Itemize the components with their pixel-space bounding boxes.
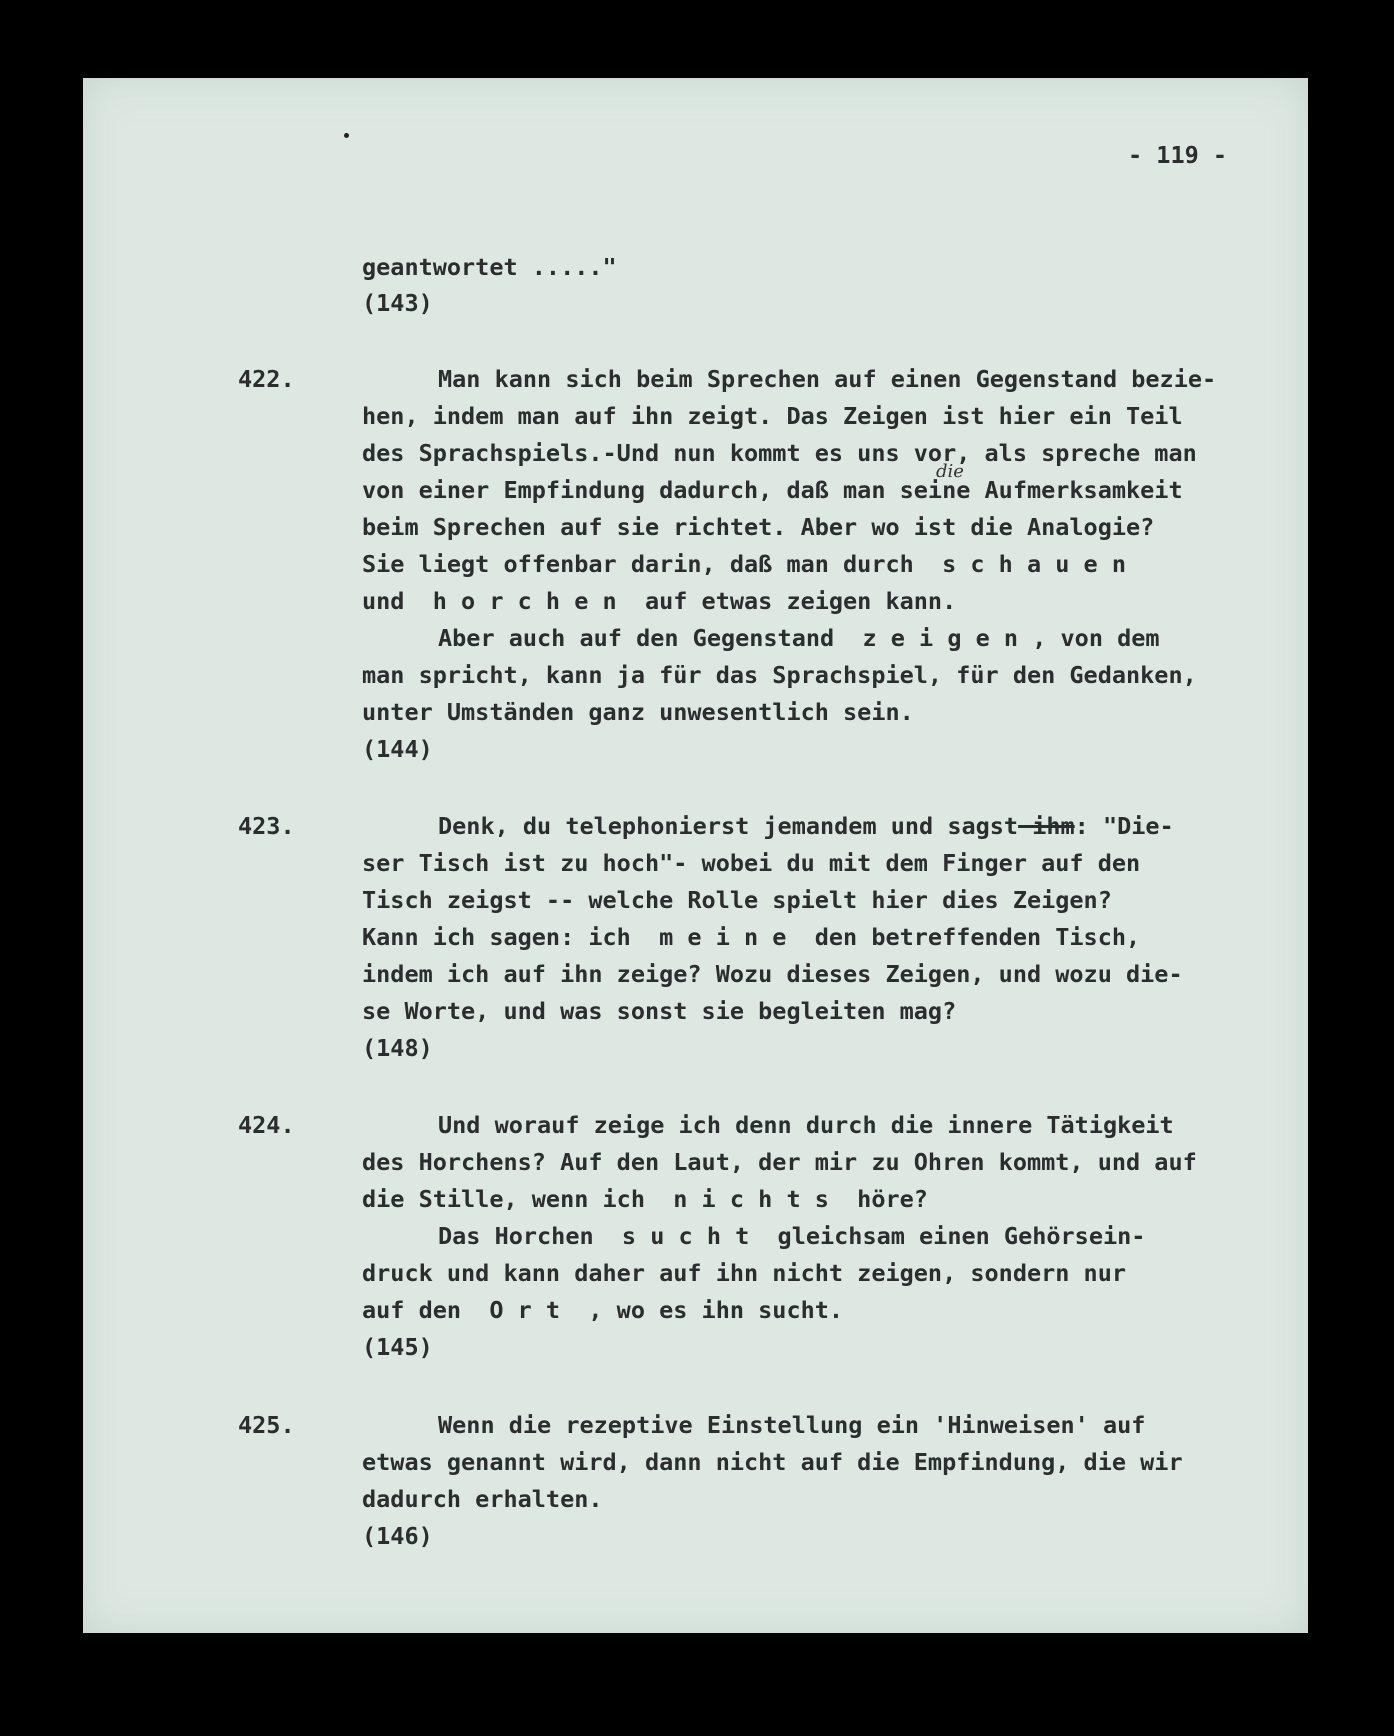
text-line: die Stille, wenn ich n i c h t s höre? (362, 1185, 928, 1213)
section-number: 422. (238, 365, 295, 393)
section-number: 425. (238, 1411, 295, 1439)
text-line: Und worauf zeige ich denn durch die innere Tätigkeit (438, 1111, 1174, 1139)
text-line: beim Sprechen auf sie richtet. Aber wo ist die Analogie? (362, 513, 1155, 541)
text-line: indem ich auf ihn zeige? Wozu dieses Zeigen, und wozu die- (362, 960, 1183, 988)
text-line: Wenn die rezeptive Einstellung ein 'Hinweisen' auf (438, 1411, 1146, 1439)
text-line: Tisch zeigst -- welche Rolle spielt hier dies Zeigen? (362, 886, 1112, 914)
text-segment: Denk, du telephonierst jemandem und sagst (438, 812, 1019, 840)
reference-number: (144) (362, 735, 433, 763)
text-line: man spricht, kann ja für das Sprachspiel, für den Gedanken, (362, 661, 1197, 689)
text-line: Kann ich sagen: ich m e i n e den betreffenden Tisch, (362, 923, 1141, 951)
text-line: dadurch erhalten. (362, 1485, 603, 1513)
text-line: von einer Empfindung dadurch, daß man seine Aufmerksamkeit (362, 476, 1183, 504)
text-line: hen, indem man auf ihn zeigt. Das Zeigen ist hier ein Teil (362, 402, 1183, 430)
text-line: se Worte, und was sonst sie begleiten mag? (362, 997, 957, 1025)
text-line (438, 812, 1174, 840)
reference-number: (146) (362, 1522, 433, 1550)
text-line: Aber auch auf den Gegenstand z e i g e n , von dem (438, 624, 1160, 652)
text-line: ser Tisch ist zu hoch"- wobei du mit dem Finger auf den (362, 849, 1141, 877)
reference-number: (148) (362, 1034, 433, 1062)
typewritten-page (83, 78, 1308, 1633)
text-line: und h o r c h e n auf etwas zeigen kann. (362, 587, 957, 615)
page-number: - 119 - (1128, 141, 1228, 169)
struck-word: ihm (1018, 812, 1075, 840)
section-number: 423. (238, 812, 295, 840)
text-line: des Horchens? Auf den Laut, der mir zu Ohren kommt, und auf (362, 1148, 1197, 1176)
text-line: geantwortet ....." (362, 253, 617, 281)
text-line: auf den O r t , wo es ihn sucht. (362, 1296, 844, 1324)
reference-number: (145) (362, 1333, 433, 1361)
text-segment: : "Die- (1074, 812, 1174, 840)
text-line: Das Horchen s u c h t gleichsam einen Gehörsein- (438, 1222, 1146, 1250)
section-number: 424. (238, 1111, 295, 1139)
text-line: etwas genannt wird, dann nicht auf die Empfindung, die wir (362, 1448, 1183, 1476)
text-line: druck und kann daher auf ihn nicht zeigen, sondern nur (362, 1259, 1127, 1287)
text-line: Man kann sich beim Sprechen auf einen Gegenstand bezie- (438, 365, 1217, 393)
paper-speck (344, 133, 349, 138)
handwritten-insert: die (936, 461, 964, 482)
text-line: unter Umständen ganz unwesentlich sein. (362, 698, 914, 726)
text-line: des Sprachspiels.-Und nun kommt es uns vor, als spreche man (362, 439, 1197, 467)
reference-number: (143) (362, 289, 433, 317)
text-line: Sie liegt offenbar darin, daß man durch s c h a u e n (362, 550, 1127, 578)
